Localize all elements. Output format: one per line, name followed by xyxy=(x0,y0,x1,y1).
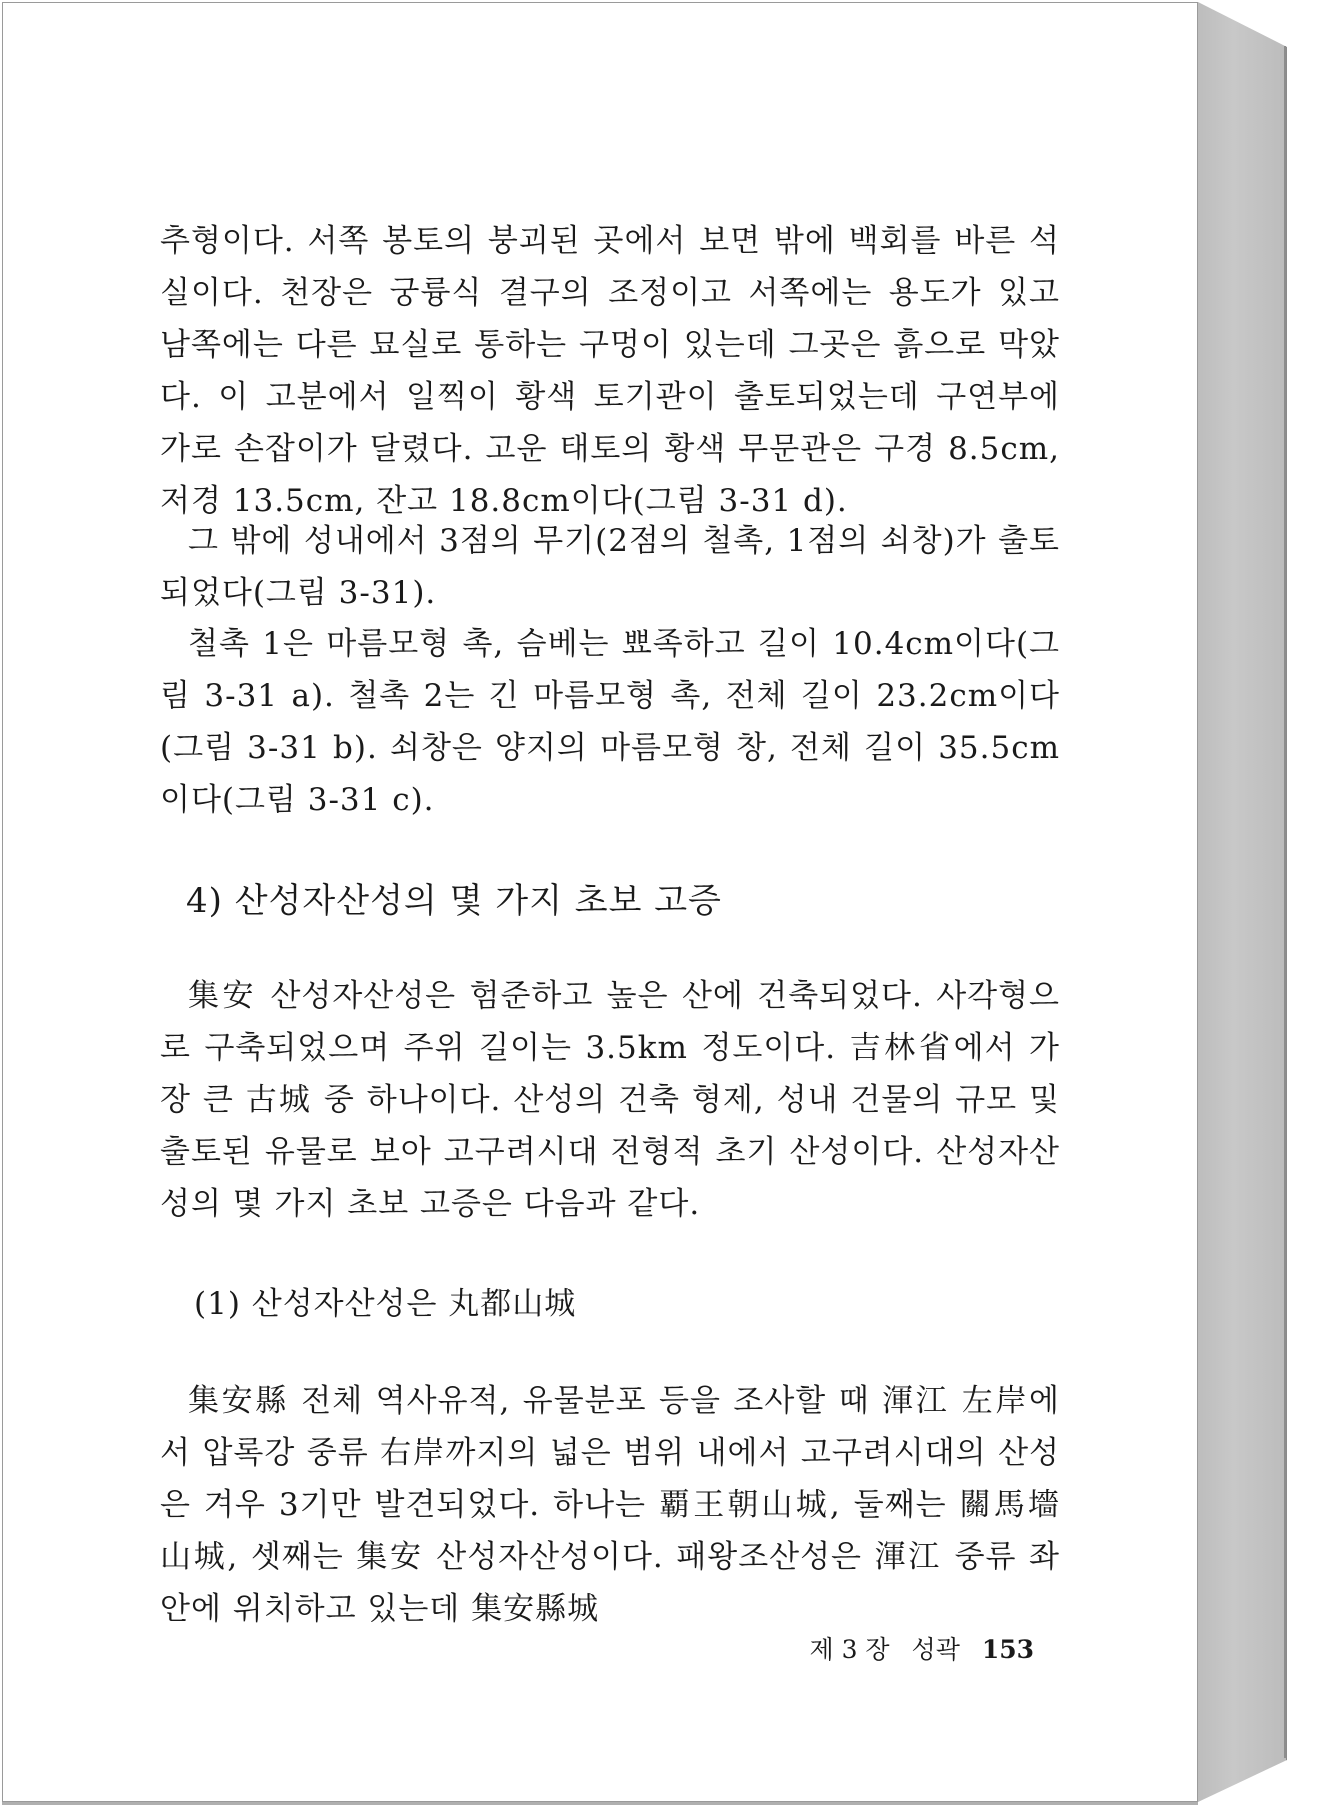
paragraph-arrowheads xyxy=(160,618,1060,826)
book-page-edge xyxy=(1198,2,1287,1802)
section-heading: 4) 산성자산성의 몇 가지 초보 고증 xyxy=(186,881,722,921)
paragraph-text: 集安 산성자산성은 험준하고 높은 산에 건축되었다. 사각형으로 구축되었으며 주위 길이는 3.5km 정도이다. 吉林省에서 가장 큰 古城 중 하나이다. 산성의 건축 형제, 성내 건물의 규모 및 출토된 유물로 보아 고구려시대 전형적 초기 산성이다. 산성자산성의 몇 가지 초보 고증은 다음과 같다. xyxy=(160,978,1060,1222)
paragraph-text: 集安縣 전체 역사유적, 유물분포 등을 조사할 때 渾江 左岸에서 압록강 중류 右岸까지의 넓은 범위 내에서 고구려시대의 산성은 겨우 3기만 발견되었다. 하나는 覇王朝山城, 둘째는 關馬墻山城, 셋째는 集安 산성자산성이다. 패왕조산성은 渾江 중류 좌안에 위치하고 있는데 集安縣城 xyxy=(160,1383,1060,1627)
paragraph-survey xyxy=(160,1375,1060,1635)
paragraph-weapons xyxy=(160,515,1060,619)
paragraph-text: 추형이다. 서쪽 봉토의 붕괴된 곳에서 보면 밖에 백회를 바른 석실이다. 천장은 궁륭식 결구의 조정이고 서쪽에는 용도가 있고 남쪽에는 다른 묘실로 통하는 구멍이 있는데 그곳은 흙으로 막았다. 이 고분에서 일찍이 황색 토기관이 출토되었는데 구연부에 가로 손잡이가 달렸다. 고운 태토의 황색 무문관은 구경 8.5cm, 저경 13.5cm, 잔고 18.8cm이다(그림 3-31 d). xyxy=(160,223,1060,519)
paragraph-tomb-description xyxy=(160,215,1060,527)
book-spine-line xyxy=(1284,46,1286,1758)
footer-chapter: 제 3 장 xyxy=(809,1635,890,1664)
paragraph-text: 철촉 1은 마름모형 촉, 슴베는 뾰족하고 길이 10.4cm이다(그림 3-31 a). 철촉 2는 긴 마름모형 촉, 전체 길이 23.2cm이다(그림 3-31 b). 쇠창은 양지의 마름모형 창, 전체 길이 35.5cm이다(그림 3-31 c). xyxy=(160,626,1060,818)
paragraph-text: 그 밖에 성내에서 3점의 무기(2점의 철촉, 1점의 쇠창)가 출토되었다(그림 3-31). xyxy=(160,523,1060,611)
page-footer xyxy=(795,1630,1034,1666)
footer-title: 성곽 xyxy=(911,1635,960,1664)
page-bottom-shadow xyxy=(2,1802,1198,1805)
paragraph-fortress-intro xyxy=(160,970,1060,1230)
page-number: 153 xyxy=(981,1635,1034,1664)
subsection-heading: (1) 산성자산성은 丸都山城 xyxy=(194,1286,577,1322)
